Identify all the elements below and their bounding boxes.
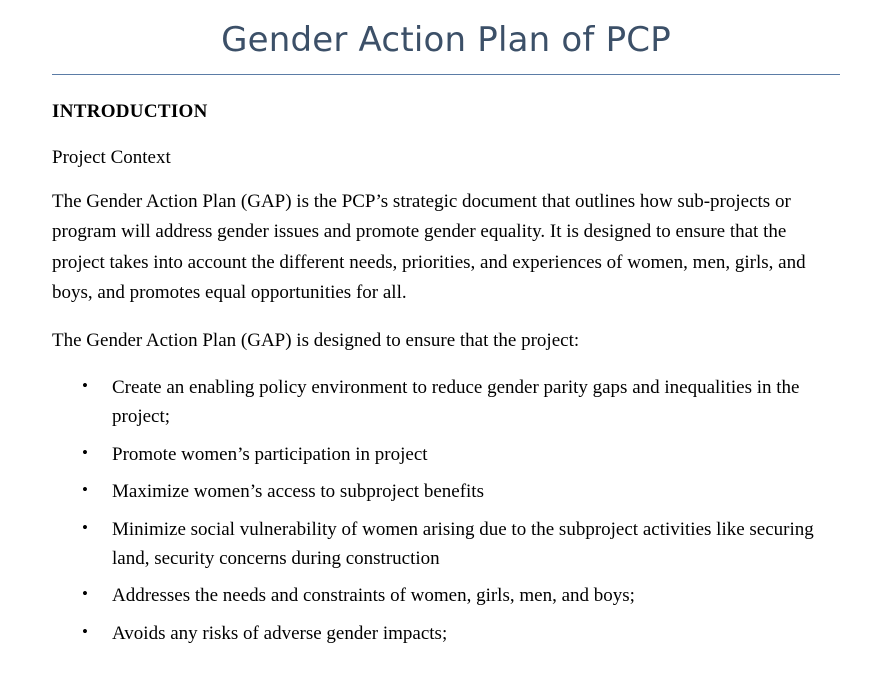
list-item: • Create an enabling policy environment to reduce gender parity gaps and inequalities in the project;	[52, 373, 840, 432]
section-heading-introduction: INTRODUCTION	[52, 100, 208, 122]
page-title: Gender Action Plan of PCP	[221, 20, 671, 60]
paragraph-gap-purpose: The Gender Action Plan (GAP) is designed to ensure that the project:	[52, 330, 580, 352]
title-divider	[52, 74, 840, 75]
list-item: • Minimize social vulnerability of women arising due to the subproject activities like securing land, security concerns during construction	[52, 515, 840, 574]
paragraph-gap-overview: The Gender Action Plan (GAP) is the PCP’s strategic document that outlines how sub-projects or program will address gender issues and promote gender equality. It is designed to ensure that the project takes into account the different needs, priorities, and experiences of women, men, girls, and boys, and promotes equal opportunities for all.	[52, 190, 806, 303]
gap-objectives-list	[52, 373, 840, 649]
subheading-project-context: Project Context	[52, 146, 171, 168]
list-item: • Maximize women’s access to subproject benefits	[52, 477, 840, 506]
list-item: • Avoids any risks of adverse gender impacts;	[52, 619, 840, 648]
list-item: • Addresses the needs and constraints of women, girls, men, and boys;	[52, 581, 840, 610]
list-item: • Promote women’s participation in project	[52, 440, 840, 469]
